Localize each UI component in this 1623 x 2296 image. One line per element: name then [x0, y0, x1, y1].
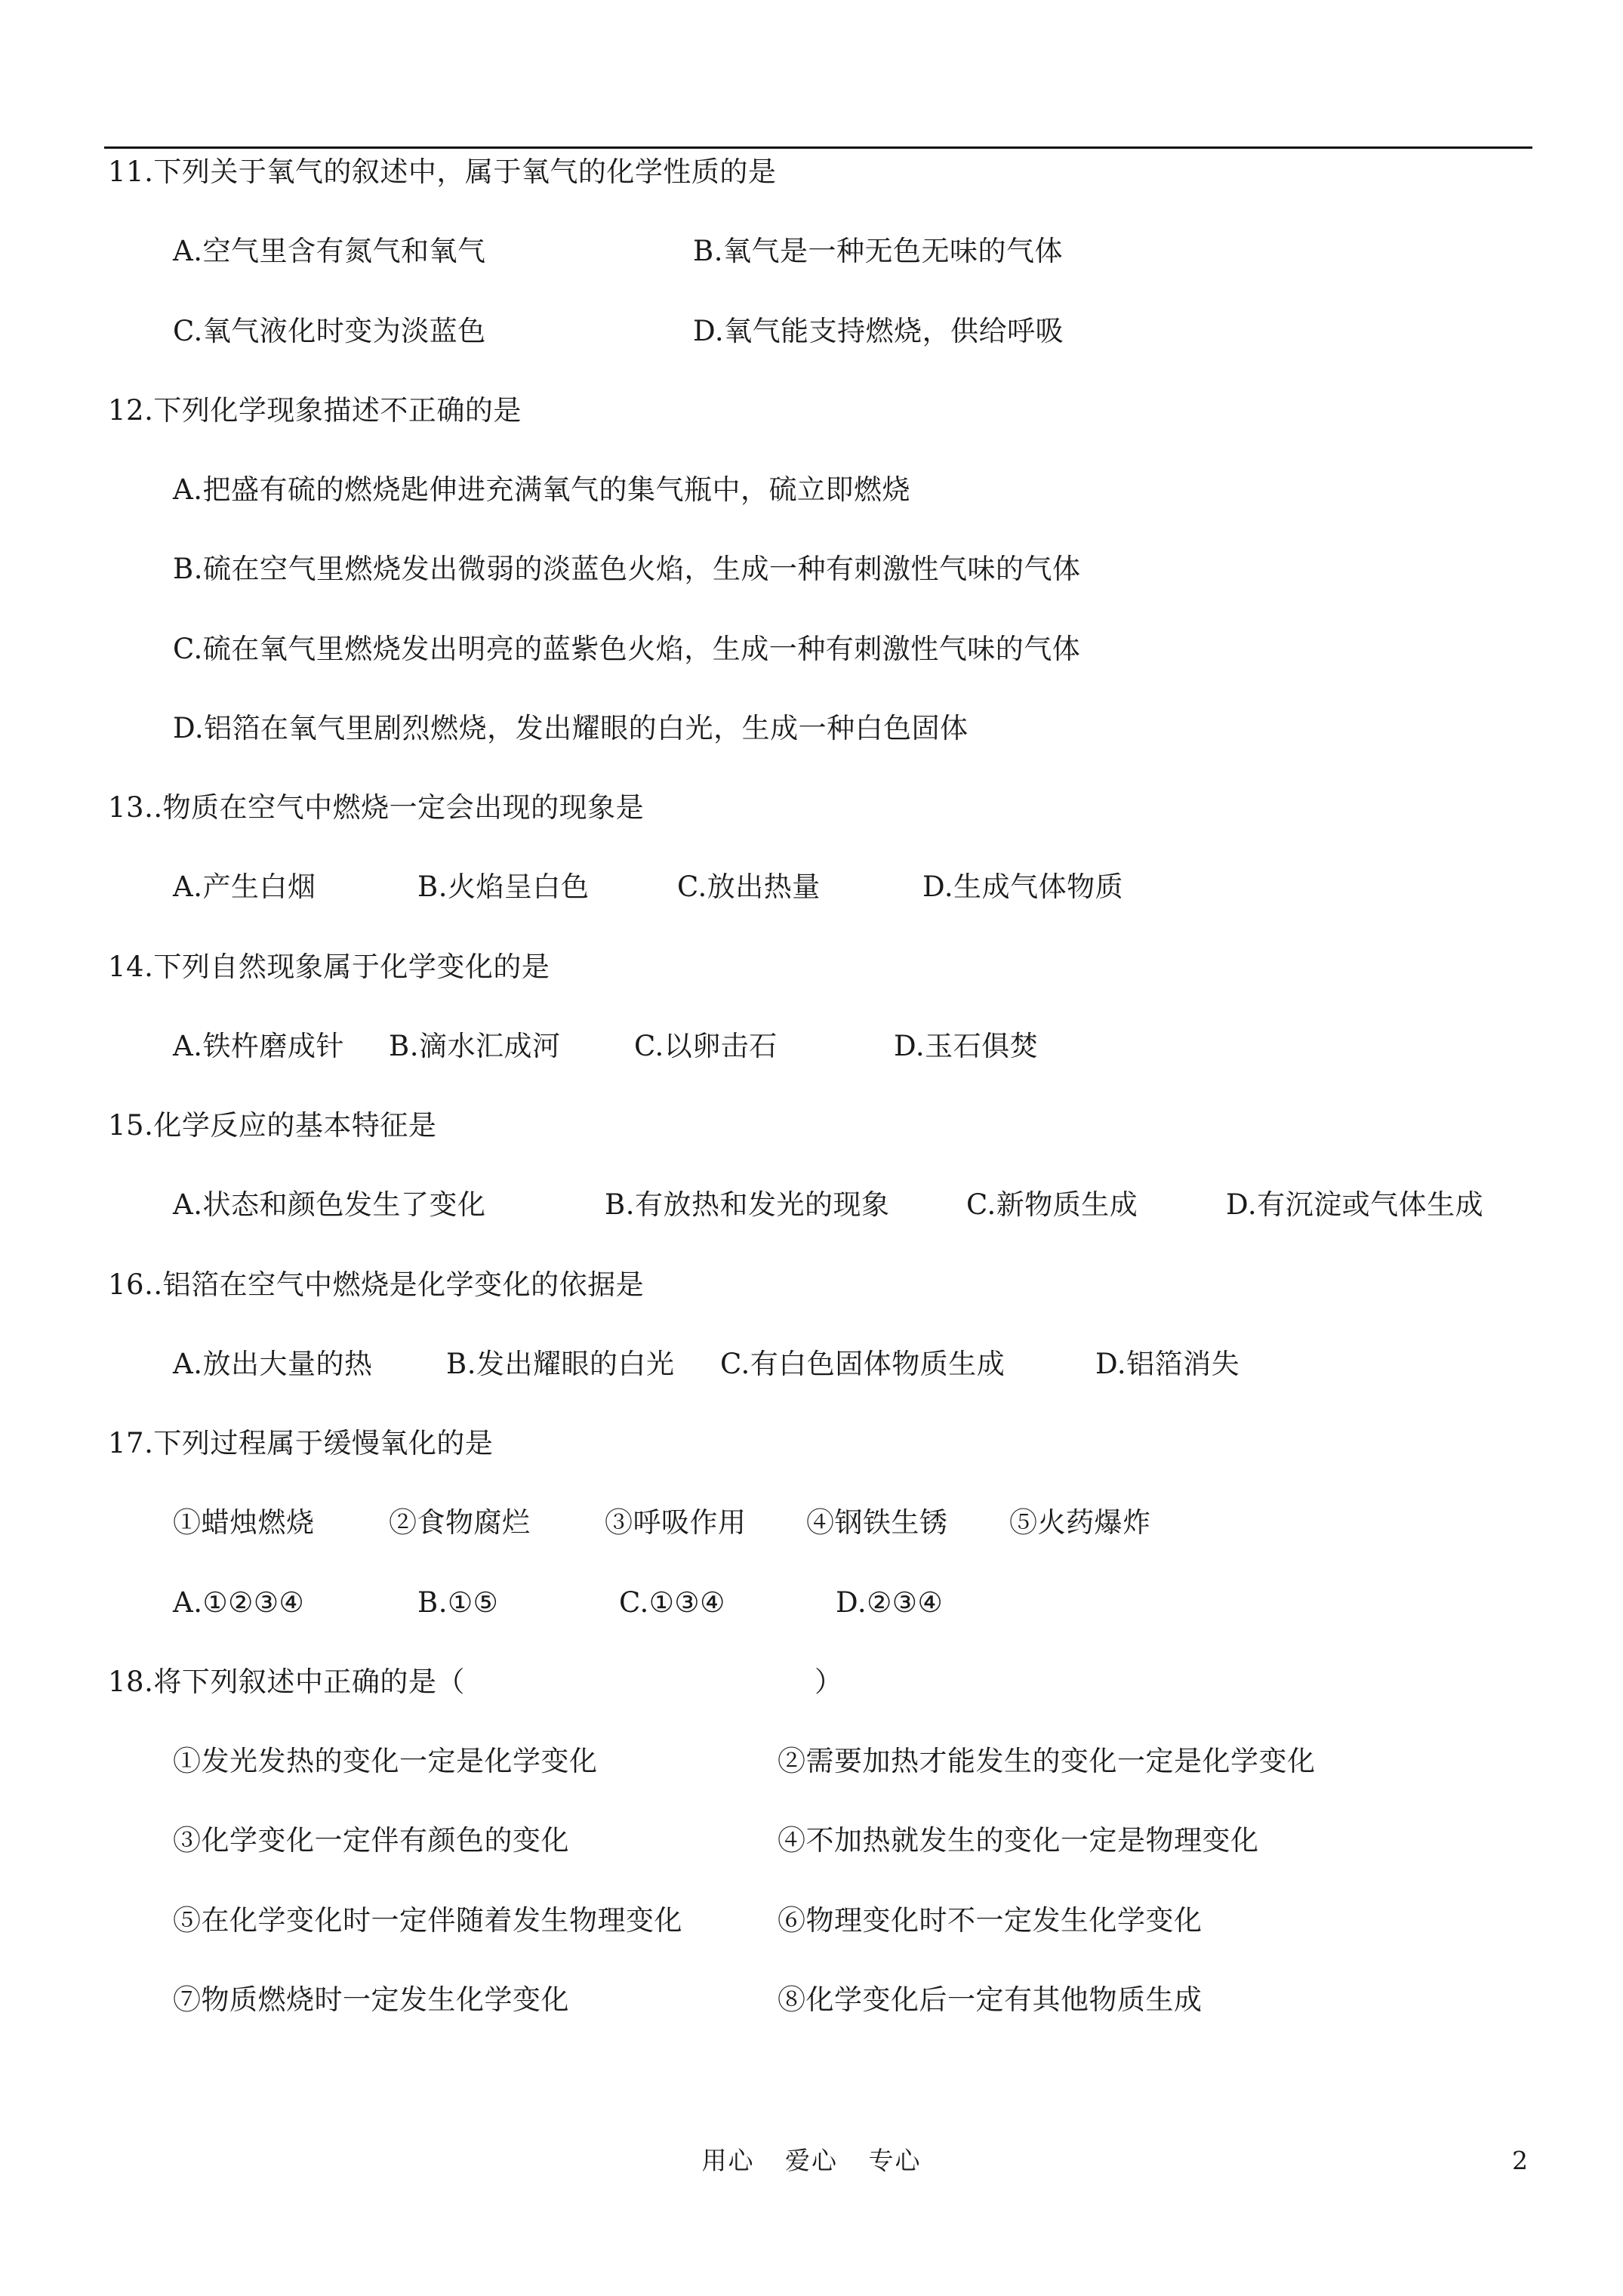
- footer-motto: 用心 爱心 专心: [701, 2146, 922, 2175]
- question-15-option-b: B.有放热和发光的现象: [605, 1188, 890, 1221]
- question-14-option-a: A.铁杵磨成针: [173, 1030, 344, 1062]
- question-15-option-a: A.状态和颜色发生了变化: [173, 1188, 486, 1221]
- question-15-option-d: D.有沉淀或气体生成: [1226, 1188, 1484, 1221]
- question-13-option-a: A.产生白烟: [173, 871, 316, 903]
- question-14-stem: 14.下列自然现象属于化学变化的是: [108, 951, 550, 983]
- question-12-option-b: B.硫在空气里燃烧发出微弱的淡蓝色火焰，生成一种有刺激性气味的气体: [173, 553, 1081, 585]
- question-14-option-d: D.玉石俱焚: [894, 1030, 1039, 1062]
- question-12-option-c: C.硫在氧气里燃烧发出明亮的蓝紫色火焰，生成一种有刺激性气味的气体: [173, 633, 1081, 665]
- question-14-option-b: B.滴水汇成河: [389, 1030, 561, 1062]
- question-18-statement-8: ⑧化学变化后一定有其他物质生成: [778, 1983, 1203, 2016]
- question-18-statement-7: ⑦物质燃烧时一定发生化学变化: [173, 1983, 569, 2016]
- question-17-option-b: B.①⑤: [417, 1586, 499, 1619]
- question-18-statement-1: ①发光发热的变化一定是化学变化: [173, 1745, 598, 1777]
- question-17-item-2: ②食物腐烂: [389, 1506, 531, 1539]
- question-17-option-a: A.①②③④: [173, 1586, 305, 1619]
- header-rule: [104, 146, 1532, 149]
- question-16-stem: 16..铝箔在空气中燃烧是化学变化的依据是: [108, 1268, 645, 1301]
- question-17-item-5: ⑤火药爆炸: [1009, 1506, 1151, 1539]
- question-16-option-a: A.放出大量的热: [173, 1348, 373, 1380]
- question-11-option-a: A.空气里含有氮气和氧气: [173, 235, 486, 267]
- question-17-item-4: ④钢铁生锈: [806, 1506, 948, 1539]
- question-17-item-3: ③呼吸作用: [605, 1506, 747, 1539]
- question-11-option-d: D.氧气能支持燃烧，供给呼吸: [693, 315, 1064, 347]
- question-16-option-c: C.有白色固体物质生成: [720, 1348, 1006, 1380]
- question-18-statement-2: ②需要加热才能发生的变化一定是化学变化: [778, 1745, 1316, 1777]
- question-16-option-b: B.发出耀眼的白光: [446, 1348, 675, 1380]
- question-11-option-c: C.氧气液化时变为淡蓝色: [173, 315, 486, 347]
- question-11-option-b: B.氧气是一种无色无味的气体: [693, 235, 1063, 267]
- question-13-option-b: B.火焰呈白色: [417, 871, 590, 903]
- question-14-option-c: C.以卵击石: [634, 1030, 778, 1062]
- question-17-stem: 17.下列过程属于缓慢氧化的是: [108, 1427, 494, 1459]
- question-17-option-c: C.①③④: [619, 1586, 725, 1619]
- question-11-stem: 11.下列关于氧气的叙述中，属于氧气的化学性质的是: [108, 156, 777, 188]
- question-18-statement-3: ③化学变化一定伴有颜色的变化: [173, 1824, 569, 1857]
- question-13-option-d: D.生成气体物质: [922, 871, 1124, 903]
- question-18-statement-6: ⑥物理变化时不一定发生化学变化: [778, 1904, 1203, 1937]
- question-12-stem: 12.下列化学现象描述不正确的是: [108, 394, 522, 427]
- question-18-statement-4: ④不加热就发生的变化一定是物理变化: [778, 1824, 1259, 1857]
- question-18-stem-close: ）: [815, 1666, 843, 1698]
- question-15-option-c: C.新物质生成: [966, 1188, 1138, 1221]
- question-12-option-a: A.把盛有硫的燃烧匙伸进充满氧气的集气瓶中，硫立即燃烧: [173, 473, 910, 506]
- question-12-option-d: D.铝箔在氧气里剧烈燃烧，发出耀眼的白光，生成一种白色固体: [173, 712, 969, 744]
- question-16-option-d: D.铝箔消失: [1095, 1348, 1240, 1380]
- question-17-option-d: D.②③④: [836, 1586, 944, 1619]
- page-number: 2: [1512, 2146, 1528, 2175]
- question-18-stem: 18.将下列叙述中正确的是（: [108, 1666, 465, 1698]
- question-17-item-1: ①蜡烛燃烧: [173, 1506, 315, 1539]
- question-13-stem: 13..物质在空气中燃烧一定会出现的现象是: [108, 791, 645, 824]
- question-13-option-c: C.放出热量: [677, 871, 821, 903]
- question-18-statement-5: ⑤在化学变化时一定伴随着发生物理变化: [173, 1904, 682, 1937]
- question-15-stem: 15.化学反应的基本特征是: [108, 1109, 437, 1142]
